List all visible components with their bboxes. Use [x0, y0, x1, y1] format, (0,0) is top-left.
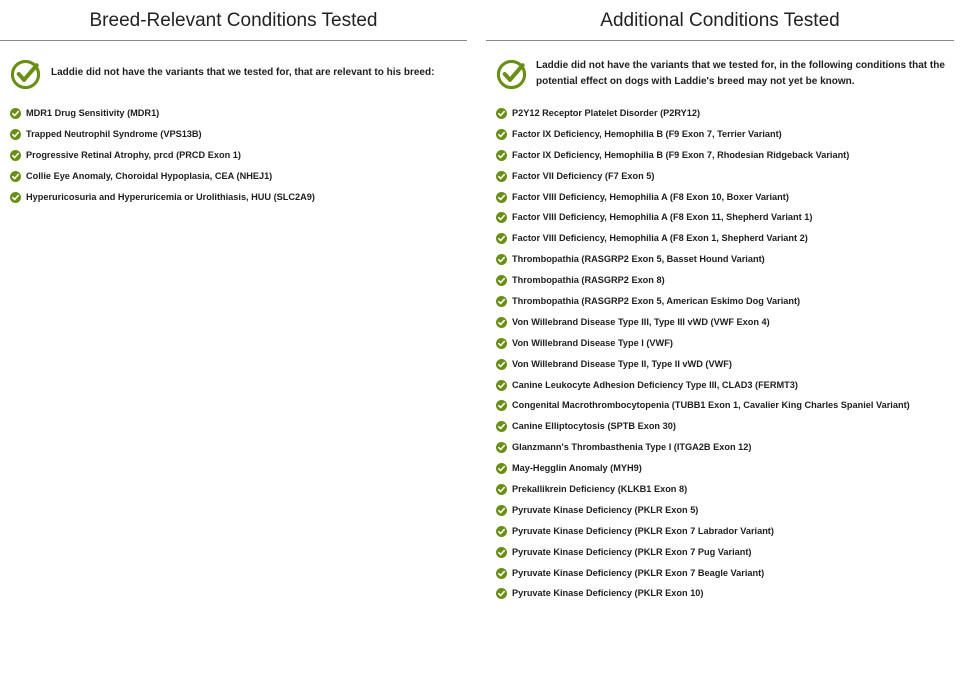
condition-label: Collie Eye Anomaly, Choroidal Hypoplasia, CEA (NHEJ1)	[26, 170, 273, 181]
check-circle-icon	[10, 150, 21, 161]
condition-label: Pyruvate Kinase Deficiency (PKLR Exon 7 Labrador Variant)	[512, 525, 774, 536]
additional-conditions-summary	[486, 58, 954, 94]
condition-label: Factor IX Deficiency, Hemophilia B (F9 Exon 7, Rhodesian Ridgeback Variant)	[512, 149, 850, 160]
breed-relevant-summary	[0, 58, 467, 94]
condition-label: Factor VII Deficiency (F7 Exon 5)	[512, 170, 655, 181]
check-circle-icon	[496, 380, 507, 391]
condition-label: Progressive Retinal Atrophy, prcd (PRCD Exon 1)	[26, 149, 241, 160]
condition-label: May-Hegglin Anomaly (MYH9)	[512, 463, 642, 474]
check-circle-icon	[496, 233, 507, 244]
condition-label: Factor VIII Deficiency, Hemophilia A (F8 Exon 11, Shepherd Variant 1)	[512, 212, 813, 223]
condition-item	[0, 187, 467, 208]
check-circle-icon	[496, 463, 507, 474]
condition-label: Pyruvate Kinase Deficiency (PKLR Exon 5)	[512, 504, 699, 515]
condition-item	[486, 354, 954, 375]
condition-label: Hyperuricosuria and Hyperuricemia or Urolithiasis, HUU (SLC2A9)	[26, 191, 315, 202]
condition-label: Pyruvate Kinase Deficiency (PKLR Exon 7 Pug Variant)	[512, 546, 752, 557]
condition-label: Von Willebrand Disease Type I (VWF)	[512, 337, 673, 348]
check-circle-icon	[496, 442, 507, 453]
additional-conditions-section	[486, 0, 954, 599]
condition-item	[486, 207, 954, 228]
condition-item	[486, 124, 954, 145]
condition-item	[486, 333, 954, 354]
check-circle-icon	[496, 192, 507, 203]
check-circle-icon	[496, 108, 507, 119]
condition-label: Factor IX Deficiency, Hemophilia B (F9 Exon 7, Terrier Variant)	[512, 128, 782, 139]
condition-item	[486, 312, 954, 333]
check-circle-icon	[496, 296, 507, 307]
condition-label: Glanzmann's Thrombasthenia Type I (ITGA2B Exon 12)	[512, 442, 752, 453]
condition-item	[486, 500, 954, 521]
check-circle-icon	[496, 59, 527, 90]
check-circle-icon	[10, 171, 21, 182]
additional-conditions-title: Additional Conditions Tested	[486, 0, 954, 41]
condition-label: Trapped Neutrophil Syndrome (VPS13B)	[26, 128, 202, 139]
check-circle-icon	[496, 338, 507, 349]
condition-label: P2Y12 Receptor Platelet Disorder (P2RY12)	[512, 108, 701, 118]
check-circle-icon	[496, 588, 507, 599]
condition-item	[486, 542, 954, 563]
check-circle-icon	[10, 129, 21, 140]
check-circle-icon	[496, 400, 507, 411]
condition-label: Von Willebrand Disease Type III, Type III vWD (VWF Exon 4)	[512, 316, 770, 327]
check-circle-icon	[496, 359, 507, 370]
condition-item	[0, 103, 467, 124]
breed-relevant-summary-text: Laddie did not have the variants that we tested for, that are relevant to his breed:	[51, 67, 435, 78]
condition-label: Pyruvate Kinase Deficiency (PKLR Exon 10)	[512, 588, 704, 599]
condition-item	[486, 479, 954, 500]
condition-item	[486, 145, 954, 166]
check-circle-icon	[496, 547, 507, 558]
check-circle-icon	[496, 505, 507, 516]
check-circle-icon	[496, 317, 507, 328]
condition-label: Thrombopathia (RASGRP2 Exon 5, Basset Hound Variant)	[512, 254, 765, 265]
condition-item	[486, 187, 954, 208]
condition-item	[0, 166, 467, 187]
check-circle-icon	[10, 192, 21, 203]
breed-relevant-list	[0, 103, 467, 207]
additional-conditions-list	[486, 103, 954, 604]
condition-label: Thrombopathia (RASGRP2 Exon 5, American Eskimo Dog Variant)	[512, 296, 801, 307]
condition-item	[486, 270, 954, 291]
check-circle-icon	[496, 421, 507, 432]
check-circle-icon	[10, 108, 21, 119]
check-circle-icon	[496, 254, 507, 265]
check-circle-icon	[496, 275, 507, 286]
check-circle-icon	[496, 129, 507, 140]
condition-label: Factor VIII Deficiency, Hemophilia A (F8 Exon 10, Boxer Variant)	[512, 191, 789, 202]
check-circle-icon	[496, 212, 507, 223]
condition-item	[486, 249, 954, 270]
condition-label: Von Willebrand Disease Type II, Type II vWD (VWF)	[512, 358, 732, 369]
check-circle-icon	[496, 150, 507, 161]
condition-item	[0, 145, 467, 166]
condition-label: Pyruvate Kinase Deficiency (PKLR Exon 7 Beagle Variant)	[512, 567, 765, 578]
condition-item	[486, 103, 954, 124]
condition-label: Prekallikrein Deficiency (KLKB1 Exon 8)	[512, 484, 688, 495]
additional-conditions-summary-text: Laddie did not have the variants that we tested for, in the following conditions that the potential effect on dogs with Laddie's breed may not yet be known.	[536, 60, 945, 87]
condition-item	[486, 583, 954, 604]
condition-label: Factor VIII Deficiency, Hemophilia A (F8 Exon 1, Shepherd Variant 2)	[512, 233, 808, 244]
check-circle-icon	[10, 59, 41, 90]
check-circle-icon	[496, 171, 507, 182]
condition-item	[486, 521, 954, 542]
condition-label: MDR1 Drug Sensitivity (MDR1)	[26, 108, 160, 118]
condition-item	[486, 395, 954, 416]
condition-item	[486, 166, 954, 187]
breed-relevant-title: Breed-Relevant Conditions Tested	[0, 0, 467, 41]
condition-item	[0, 124, 467, 145]
condition-item	[486, 437, 954, 458]
condition-label: Thrombopathia (RASGRP2 Exon 8)	[512, 275, 665, 286]
condition-item	[486, 416, 954, 437]
condition-label: Congenital Macrothrombocytopenia (TUBB1 Exon 1, Cavalier King Charles Spaniel Variant)	[512, 400, 910, 411]
check-circle-icon	[496, 568, 507, 579]
check-circle-icon	[496, 526, 507, 537]
condition-item	[486, 375, 954, 396]
condition-item	[486, 563, 954, 584]
condition-item	[486, 291, 954, 312]
check-circle-icon	[496, 484, 507, 495]
breed-relevant-section	[0, 0, 467, 202]
condition-item	[486, 228, 954, 249]
condition-item	[486, 458, 954, 479]
condition-label: Canine Elliptocytosis (SPTB Exon 30)	[512, 421, 676, 432]
condition-label: Canine Leukocyte Adhesion Deficiency Type III, CLAD3 (FERMT3)	[512, 379, 798, 390]
